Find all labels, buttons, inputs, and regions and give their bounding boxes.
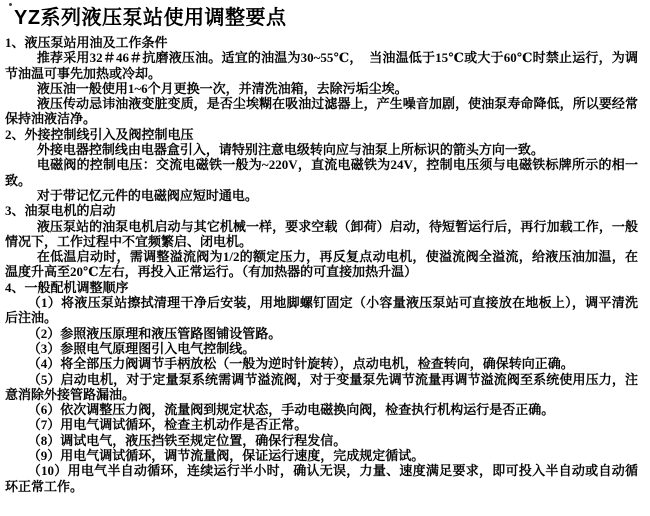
section-heading: 1、液压泵站用油及工作条件	[5, 35, 168, 50]
numbered-item: （6）依次调整压力阀，流量阀到规定状态，手动电磁换向阀，检查执行机构运行是否正确。	[27, 402, 555, 418]
numbered-item: （3）参照电气原理图引入电气控制线。	[27, 340, 256, 356]
page-title: YZ系列液压泵站使用调整要点	[14, 7, 287, 29]
numbered-item: （8）调试电气，液压挡铁至规定位置，确保行程发信。	[27, 432, 347, 448]
paragraph: 电磁阀的控制电压：交流电磁铁一般为~220V，直流电磁铁为24V，控制电压须与电磁铁标牌所示的相一致。	[5, 157, 638, 188]
numbered-item: （1）将液压泵站擦拭清理干净后安装，用地脚螺钉固定（小容量液压泵站可直接放在地板上），调平清洗后注油。	[5, 295, 638, 326]
paragraph: 液压油一般使用1~6个月更换一次，并清洗油箱，去除污垢尘埃。	[36, 80, 408, 96]
numbered-item: （7）用电气调试循环，检查主机动作是否正常。	[27, 417, 308, 433]
numbered-item: （4）将全部压力阀调节手柄放松（一般为逆时针旋转），点动电机，检查转向，确保转向正确。	[27, 356, 574, 372]
paragraph: 外接电器控制线由电器盒引入，请特别注意电级转向应与油泵上所标识的箭头方向一致。	[36, 142, 544, 158]
numbered-item: （2）参照液压原理和液压管路图铺设管路。	[27, 325, 282, 341]
numbered-item: （9）用电气调试循环，调节流量阀，保证运行速度，完成规定循试。	[27, 448, 425, 464]
paragraph: 对于带记忆元件的电磁阀应短时通电。	[36, 187, 258, 203]
document-body	[5, 35, 638, 494]
paragraph: 推荐采用32＃46＃抗磨液压油。适宜的油温为30~55℃， 当油温低于15℃或大于60℃时禁止运行，为调节油温可事先加热或冷却。	[5, 50, 638, 81]
section-heading: 4、一般配机调整顺序	[5, 279, 129, 295]
paragraph: 液压泵站的油泵电机启动与其它机械一样，要求空载（卸荷）启动，待短暂运行后，再行加载工作，一般情况下，工作过程中不宜频繁启、闭电机。	[5, 218, 638, 249]
paragraph: 液压传动忌讳油液变脏变质，是否尘埃糊在吸油过滤器上，产生噪音加剧，使油泵寿命降低，所以要经常保持油液洁净。	[5, 96, 638, 127]
numbered-item: （5）启动电机，对于定量泵系统需调节溢流阀，对于变量泵先调节流量再调节溢流阀至系统使用压力，注意消除外接管路漏油。	[5, 371, 638, 402]
section-heading: 2、外接控制线引入及阀控制电压	[5, 126, 194, 142]
scan-artifact-dot	[9, 3, 12, 6]
numbered-item: （10）用电气半自动循环，连续运行半小时，确认无误，力量、速度满足要求，即可投入半自动或自动循环正常工作。	[5, 463, 638, 494]
paragraph: 在低温启动时，需调整溢流阀为1/2的额定压力，再反复点动电机，使溢流阀全溢流，给液压油加温，在温度升高至20℃左右，再投入正常运行。（有加热器的可直接加热升温）	[5, 249, 638, 280]
section-heading: 3、油泵电机的启动	[5, 203, 116, 219]
